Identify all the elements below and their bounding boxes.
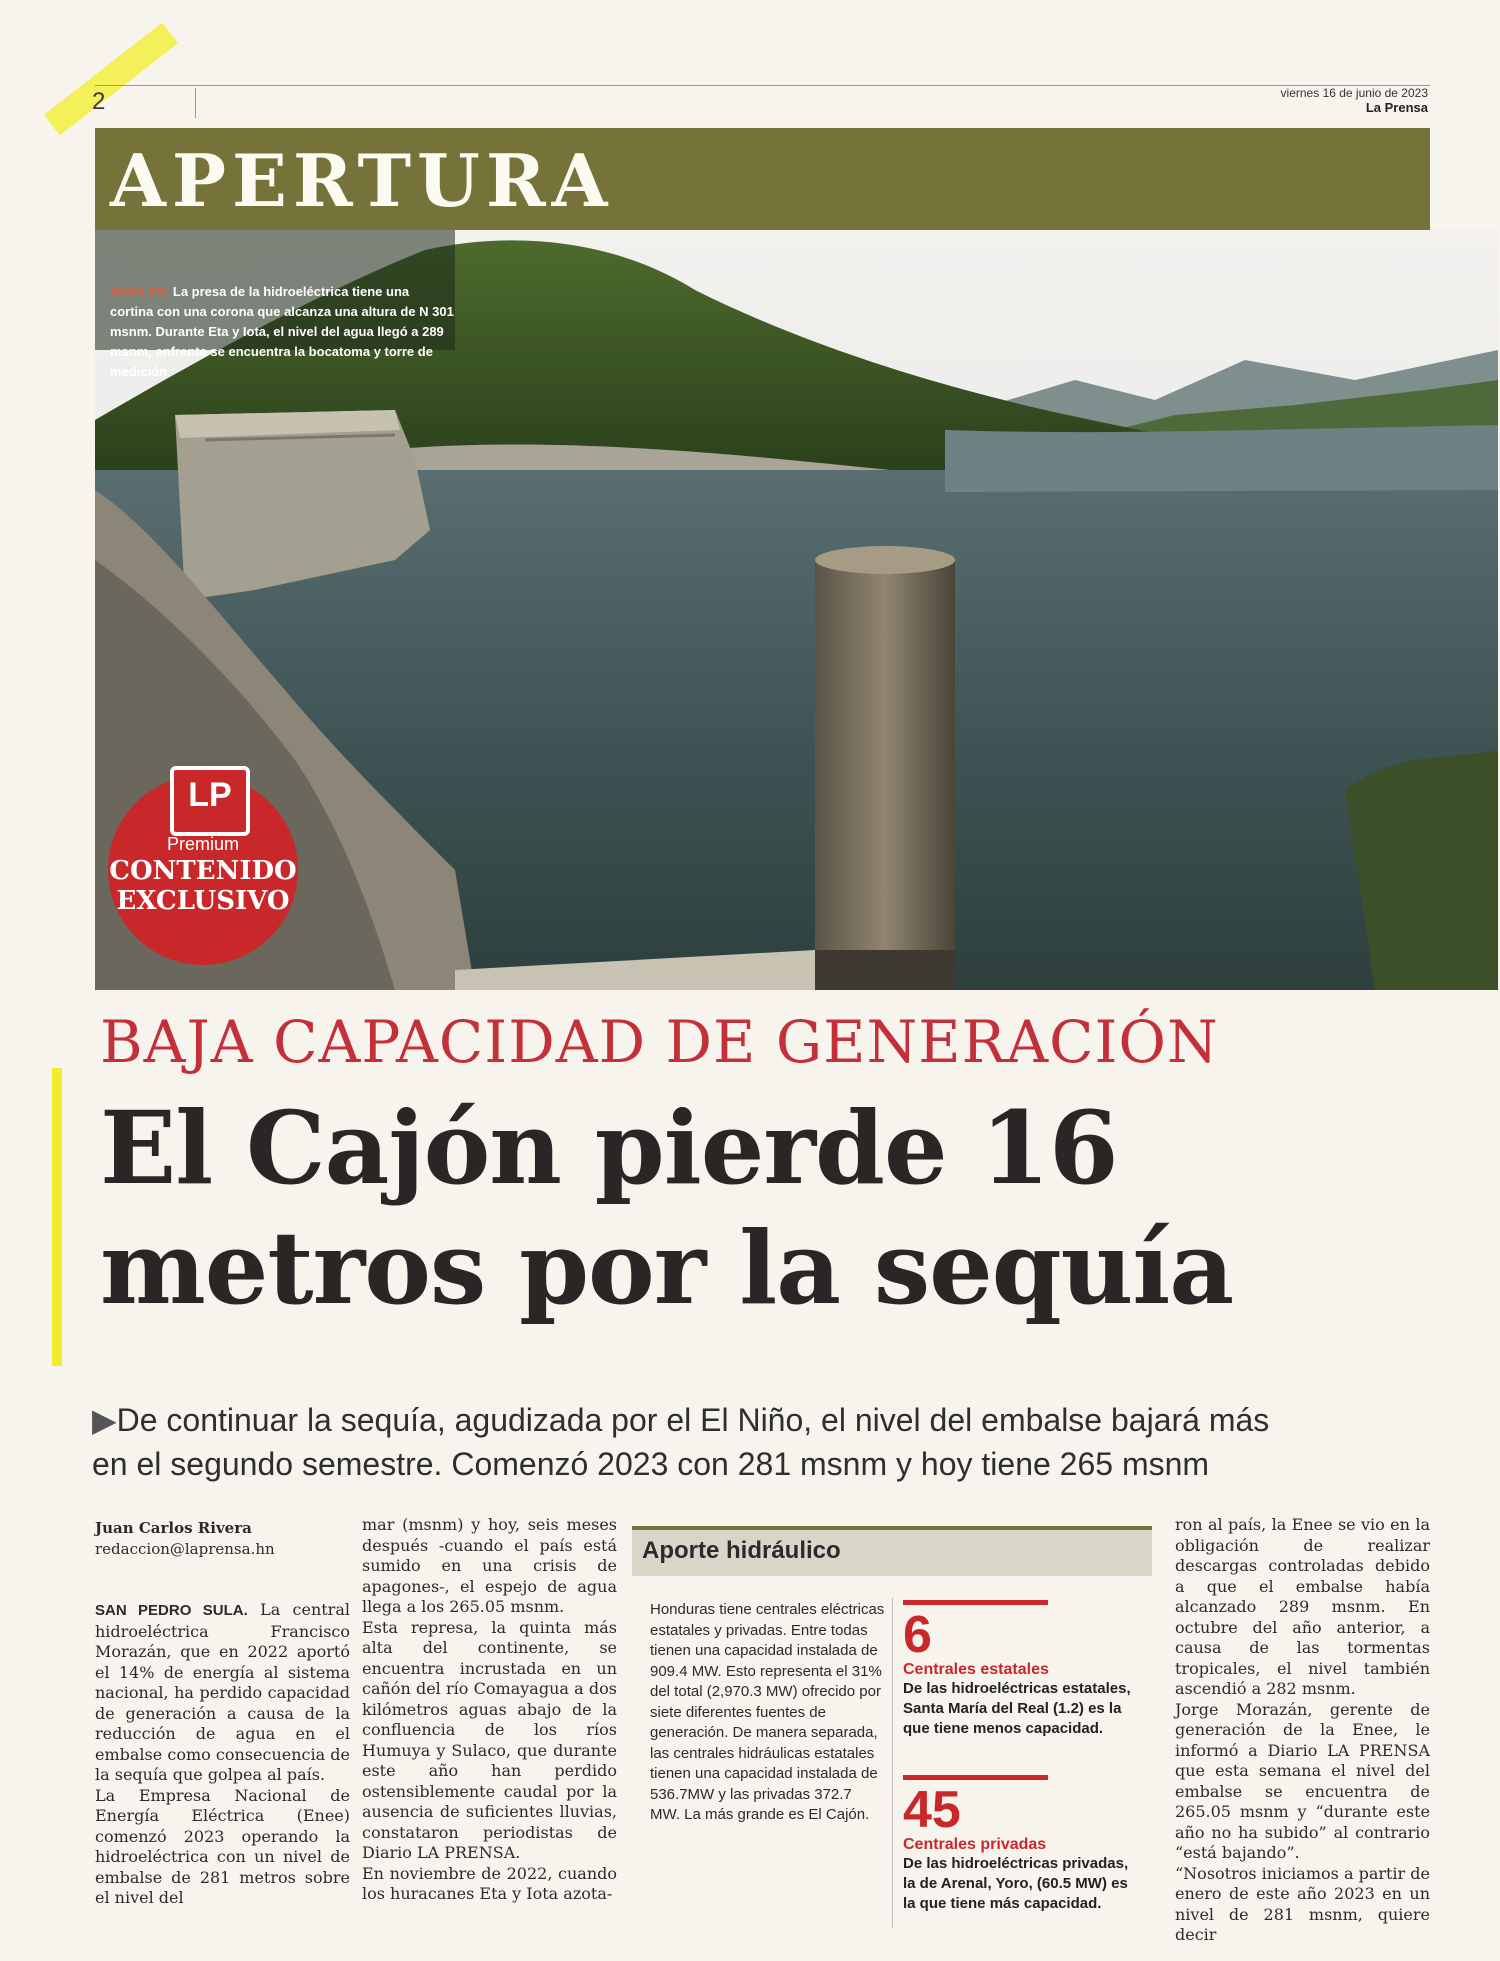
caption-label: NIVELES. bbox=[110, 284, 170, 299]
article-column-5 bbox=[1175, 1515, 1430, 1946]
highlighter-mark bbox=[44, 23, 178, 136]
stat-rule bbox=[903, 1775, 1048, 1780]
badge-premium: Premium bbox=[166, 834, 239, 854]
stat-number: 6 bbox=[903, 1606, 932, 1664]
stat-label: Centrales privadas bbox=[903, 1836, 1047, 1853]
infobox-text: Honduras tiene centrales eléctricas estatales y privadas. Entre todas tienen una capacidad instalada de 909.4 MW. Esto representa el 31% del total (2,970.3 MW) ofrecido por siete diferentes fuentes de generación. De manera separada, las centrales hidráulicas estatales tienen una capacidad instalada de 536.7MW y las privadas 372.7 MW. La más grande es El Cajón. bbox=[650, 1601, 885, 1823]
caption-text: La presa de la hidroeléctrica tiene una cortina con una corona que alcanza una altura de N 301 msnm. Durante Eta y Iota, el nivel del agua llegó a 289 msnm, enfrente se encuentra la bocatoma y torre de medición. bbox=[110, 284, 454, 379]
infobox-divider bbox=[892, 1598, 893, 1928]
highlighter-mark bbox=[52, 1068, 62, 1366]
dateline: SAN PEDRO SULA. bbox=[95, 1602, 248, 1619]
lp-logo: LP bbox=[188, 776, 232, 814]
infobox-title: Aporte hidráulico bbox=[642, 1537, 841, 1564]
issue-date: viernes 16 de junio de 2023 bbox=[1280, 86, 1428, 100]
byline-block bbox=[95, 1518, 350, 1589]
article-column-2 bbox=[362, 1515, 617, 1905]
article-deck bbox=[92, 1398, 1432, 1486]
author-email: redaccion@laprensa.hn bbox=[95, 1539, 275, 1558]
section-title: APERTURA bbox=[110, 138, 614, 223]
stat-label: Centrales estatales bbox=[903, 1661, 1049, 1678]
badge-line2: EXCLUSIVO bbox=[116, 886, 290, 916]
stat-rule bbox=[903, 1600, 1048, 1605]
stat-state-plants bbox=[903, 1600, 1143, 1739]
newspaper-name: La Prensa bbox=[1365, 100, 1428, 115]
headline bbox=[100, 1088, 1233, 1328]
stat-description: De las hidroeléctricas estatales, Santa María del Real (1.2) es la que tiene menos capacidad. bbox=[903, 1680, 1131, 1737]
col1-paragraph-2: La Empresa Nacional de Energía Eléctrica (Enee) comenzó 2023 operando la hidroeléctrica con un nivel de embalse de 281 metros sobre el nivel del bbox=[95, 1785, 350, 1907]
stat-private-plants bbox=[903, 1775, 1143, 1914]
deck-arrow-icon: ▶ bbox=[92, 1402, 117, 1438]
deck-line2: en el segundo semestre. Comenzó 2023 con 281 msnm y hoy tiene 265 msnm bbox=[92, 1446, 1210, 1482]
article-kicker: BAJA CAPACIDAD DE GENERACIÓN bbox=[100, 1008, 1219, 1076]
col2-paragraph-3: En noviembre de 2022, cuando los huracanes Eta y Iota azota- bbox=[362, 1863, 617, 1903]
photo-caption bbox=[110, 282, 455, 382]
header-rule bbox=[95, 85, 1430, 86]
col5-paragraph-3: “Nosotros iniciamos a partir de enero de este año 2023 en un nivel de 281 msnm, quiere decir bbox=[1175, 1863, 1430, 1944]
stat-number: 45 bbox=[903, 1781, 961, 1839]
deck-line1: De continuar la sequía, agudizada por el El Niño, el nivel del embalse bajará más bbox=[116, 1402, 1270, 1438]
author-name: Juan Carlos Rivera bbox=[95, 1519, 252, 1537]
badge-line1: CONTENIDO bbox=[109, 856, 297, 886]
article-column-1 bbox=[95, 1600, 350, 1909]
col2-paragraph-1: mar (msnm) y hoy, seis meses después -cuando el país está sumido en una crisis de apagones-, el espejo de agua llega a los 265.05 msnm. bbox=[362, 1515, 617, 1616]
col2-paragraph-2: Esta represa, la quinta más alta del continente, se encuentra incrustada en un cañón del río Comayagua a dos kilómetros aguas abajo de la confluencia de los ríos Humuya y Sulaco, que durante este año han perdido ostensiblemente caudal por la ausencia de suficientes lluvias, constataron periodistas de Diario LA PRENSA. bbox=[362, 1617, 617, 1862]
col5-paragraph-2: Jorge Morazán, gerente de generación de la Enee, le informó a Diario LA PRENSA que esta semana el nivel del embalse se encuentra de 265.05 msnm y “durante este año no ha subido” al contrario “está bajando”. bbox=[1175, 1699, 1430, 1862]
stat-description: De las hidroeléctricas privadas, la de Arenal, Yoro, (60.5 MW) es la que tiene más capacidad. bbox=[903, 1855, 1129, 1912]
badge-exclusive bbox=[108, 856, 298, 916]
headline-line2: metros por la sequía bbox=[100, 1209, 1234, 1327]
col1-paragraph-1: La central hidroeléctrica Francisco Morazán, que en 2022 aportó el 14% de energía al sistema nacional, ha perdido capacidad de generación a causa de la reducción de agua en el embalse como consecuencia de la sequía que golpea al país. bbox=[95, 1600, 350, 1784]
headline-line1: El Cajón pierde 16 bbox=[100, 1089, 1118, 1207]
page-number: 2 bbox=[92, 88, 106, 115]
col5-paragraph-1: ron al país, la Enee se vio en la obligación de realizar descargas controladas debido a que el embalse había alcanzado 289 msnm. En octubre del año anterior, a causa de las tormentas tropicales, el nivel también ascendió a 282 msnm. bbox=[1175, 1515, 1430, 1698]
